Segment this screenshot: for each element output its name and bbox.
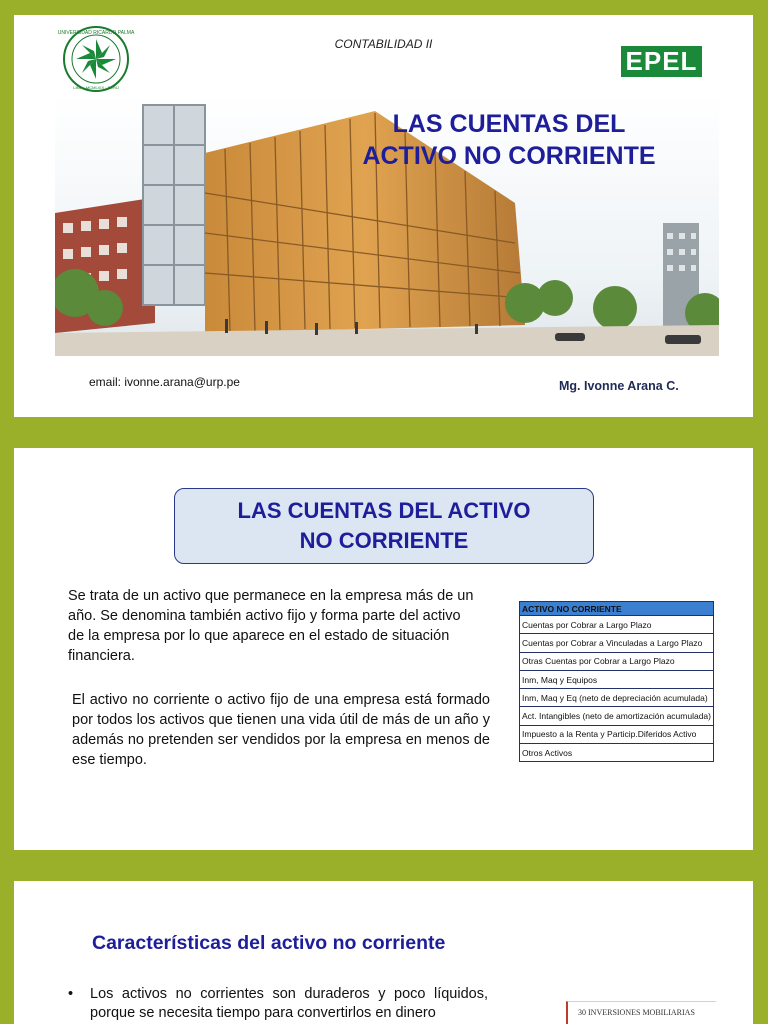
characteristics-title: Características del activo no corriente (92, 932, 446, 954)
slide-3 (14, 881, 753, 1024)
email-text: email: ivonne.arana@urp.pe (89, 375, 240, 389)
table-row (520, 725, 714, 743)
table-cell: Otros Activos (520, 744, 714, 762)
bullet-icon: • (68, 986, 74, 1002)
hero-title-line2: ACTIVO NO CORRIENTE (362, 142, 656, 170)
slide2-title-line2: NO CORRIENTE (299, 528, 469, 553)
seal-text: UNIVERSIDAD RICARDO PALMA (57, 30, 135, 36)
slide-1 (14, 15, 753, 417)
table-row (520, 707, 714, 725)
table-cell: Cuentas por Cobrar a Vinculadas a Largo Plazo (520, 634, 714, 652)
table-cell: Inm, Maq y Eq (neto de depreciación acumulada) (520, 689, 714, 707)
course-header: CONTABILIDAD II (334, 37, 433, 51)
hero-title (314, 108, 704, 172)
epel-logo: EPEL (621, 46, 702, 77)
definition-paragraph: Se trata de un activo que permanece en la empresa más de un año. Se denomina también activo fijo y forma parte del activo de la empresa por lo que aparece en el estado de situación financiera. (68, 588, 474, 664)
hero-title-line1: LAS CUENTAS DEL (392, 110, 626, 138)
table-cell: Cuentas por Cobrar a Largo Plazo (520, 616, 714, 634)
table-row (520, 744, 714, 762)
investments-caption: 30 INVERSIONES MOBILIARIAS (578, 1008, 695, 1017)
table-cell: Inm, Maq y Equipos (520, 670, 714, 688)
table-row (520, 652, 714, 670)
university-seal-logo (56, 25, 136, 93)
table-cell: Act. Intangibles (neto de amortización acumulada) (520, 707, 714, 725)
bullet-text: Los activos no corrientes son duraderos y poco líquidos, porque se necesita tiempo para convertirlos en dinero (90, 986, 488, 1021)
composition-paragraph: El activo no corriente o activo fijo de una empresa está formado por todos los activos que tienen una vida útil de más de un año y además no pretenden ser vendidos por la empresa en menos de ese tiempo. (72, 692, 490, 768)
accounts-table (519, 601, 714, 762)
table-row (520, 616, 714, 634)
table-cell: Otras Cuentas por Cobrar a Largo Plazo (520, 652, 714, 670)
author-name: Mg. Ivonne Arana C. (559, 379, 679, 393)
table-row (520, 634, 714, 652)
investments-figure (566, 1001, 716, 1024)
table-cell: Impuesto a la Renta y Particip.Diferidos Activo (520, 725, 714, 743)
slide2-title-line1: LAS CUENTAS DEL ACTIVO (237, 498, 531, 523)
seal-subtext: LIMA · MCMLXIX · PERÚ (73, 85, 119, 90)
table-row (520, 670, 714, 688)
slide2-title-box (174, 488, 594, 564)
slide-2 (14, 448, 753, 850)
accounts-table-header: ACTIVO NO CORRIENTE (520, 602, 714, 616)
table-row (520, 689, 714, 707)
